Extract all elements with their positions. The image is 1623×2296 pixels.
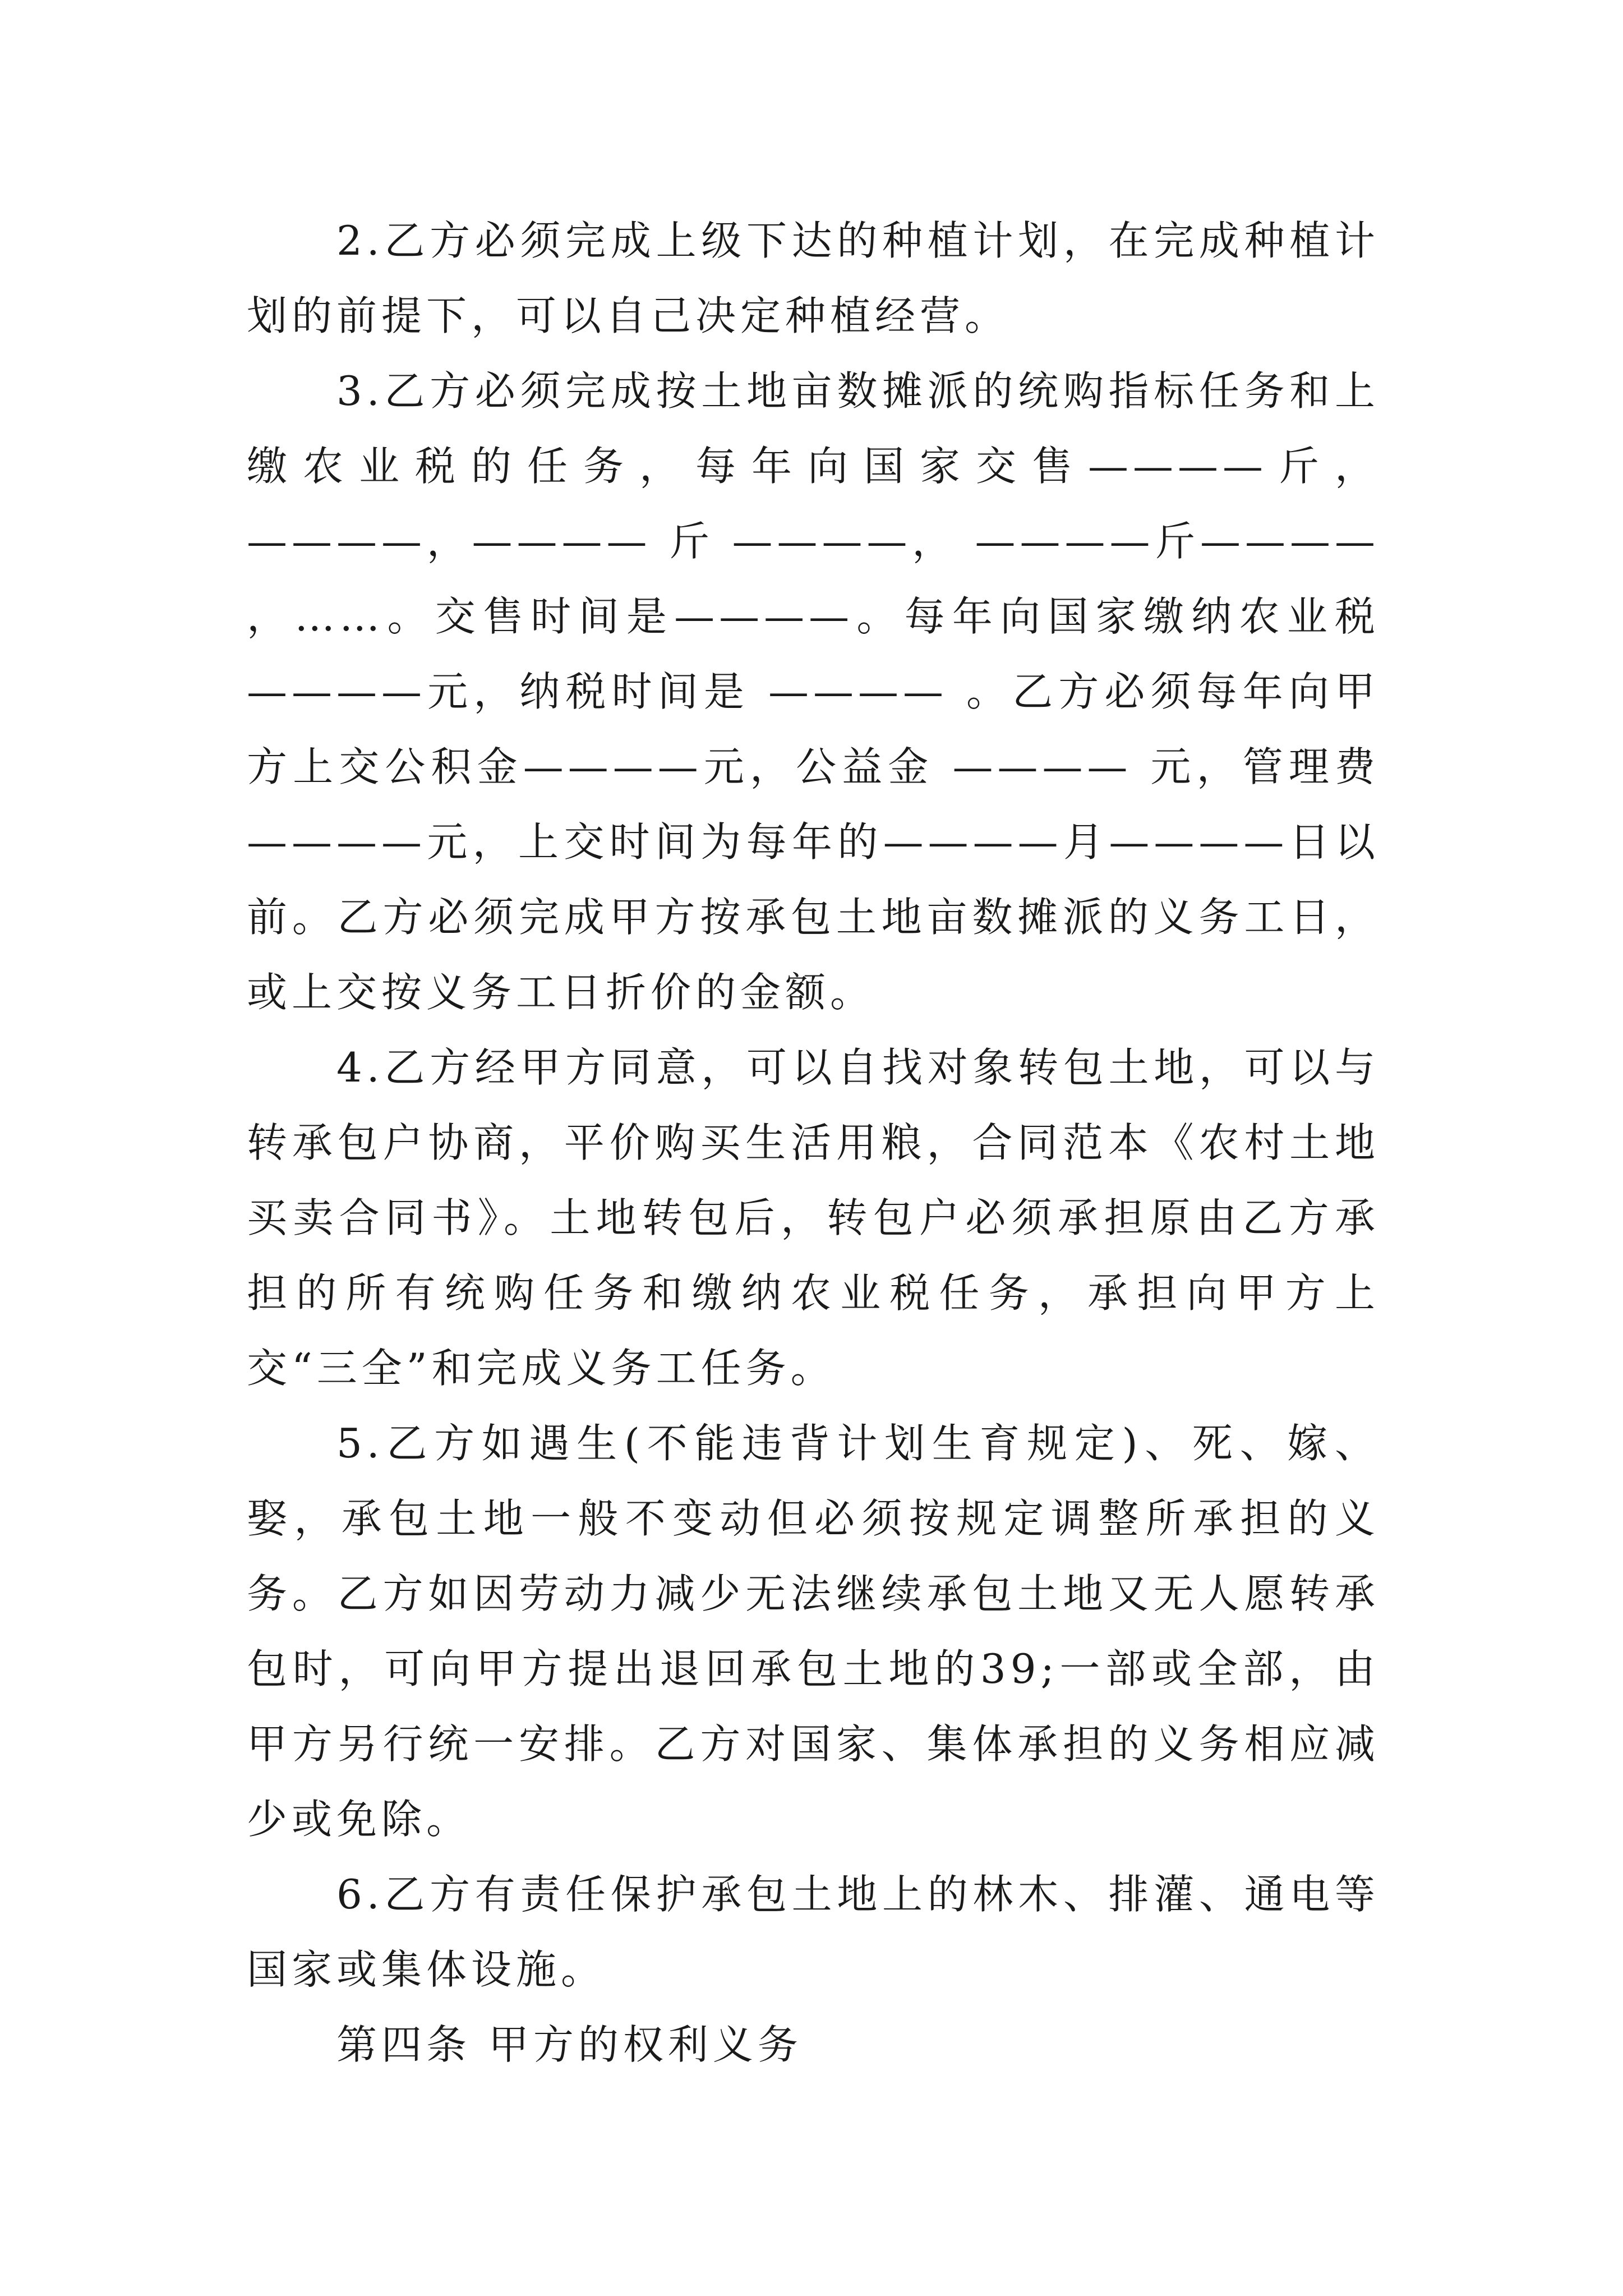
clause-paragraph-2: 2.乙方必须完成上级下达的种植计划，在完成种植计划的前提下，可以自己决定种植经营。 <box>247 217 1380 339</box>
clause-paragraph-4: 4.乙方经甲方同意，可以自找对象转包土地，可以与转承包户协商，平价购买生活用粮，合同范本《农村土地买卖合同书》。土地转包后，转包户必须承担原由乙方承担的所有统购任务和缴纳农业税任务，承担向甲方上交“三全”和完成义务工任务。 <box>247 1044 1380 1392</box>
section-heading: 第四条 甲方的权利义务 <box>336 2021 803 2068</box>
document-body <box>247 203 1380 2082</box>
clause-paragraph-5: 5.乙方如遇生(不能违背计划生育规定)、死、嫁、娶，承包土地一般不变动但必须按规定调整所承担的义务。乙方如因劳动力减少无法继续承包土地又无人愿转承包时，可向甲方提出退回承包土地的39;一部或全部，由甲方另行统一安排。乙方对国家、集体承担的义务相应减少或免除。 <box>247 1420 1380 1843</box>
clause-paragraph-3: 3.乙方必须完成按土地亩数摊派的统购指标任务和上缴农业税的任务，每年向国家交售————斤， ————，———— 斤 ————， ————斤———— ，……。交售时间是————。每年向国家缴纳农业税 ————元，纳税时间是 ———— 。乙方必须每年向甲方上交公积金————元，公益金 ———— 元，管理费 ————元，上交时间为每年的————月————日以前。乙方必须完成甲方按承包土地亩数摊派的义务工日，或上交按义务工日折价的金额。 <box>247 367 1380 1016</box>
clause-paragraph-6: 6.乙方有责任保护承包土地上的林木、排灌、通电等国家或集体设施。 <box>247 1871 1380 1993</box>
